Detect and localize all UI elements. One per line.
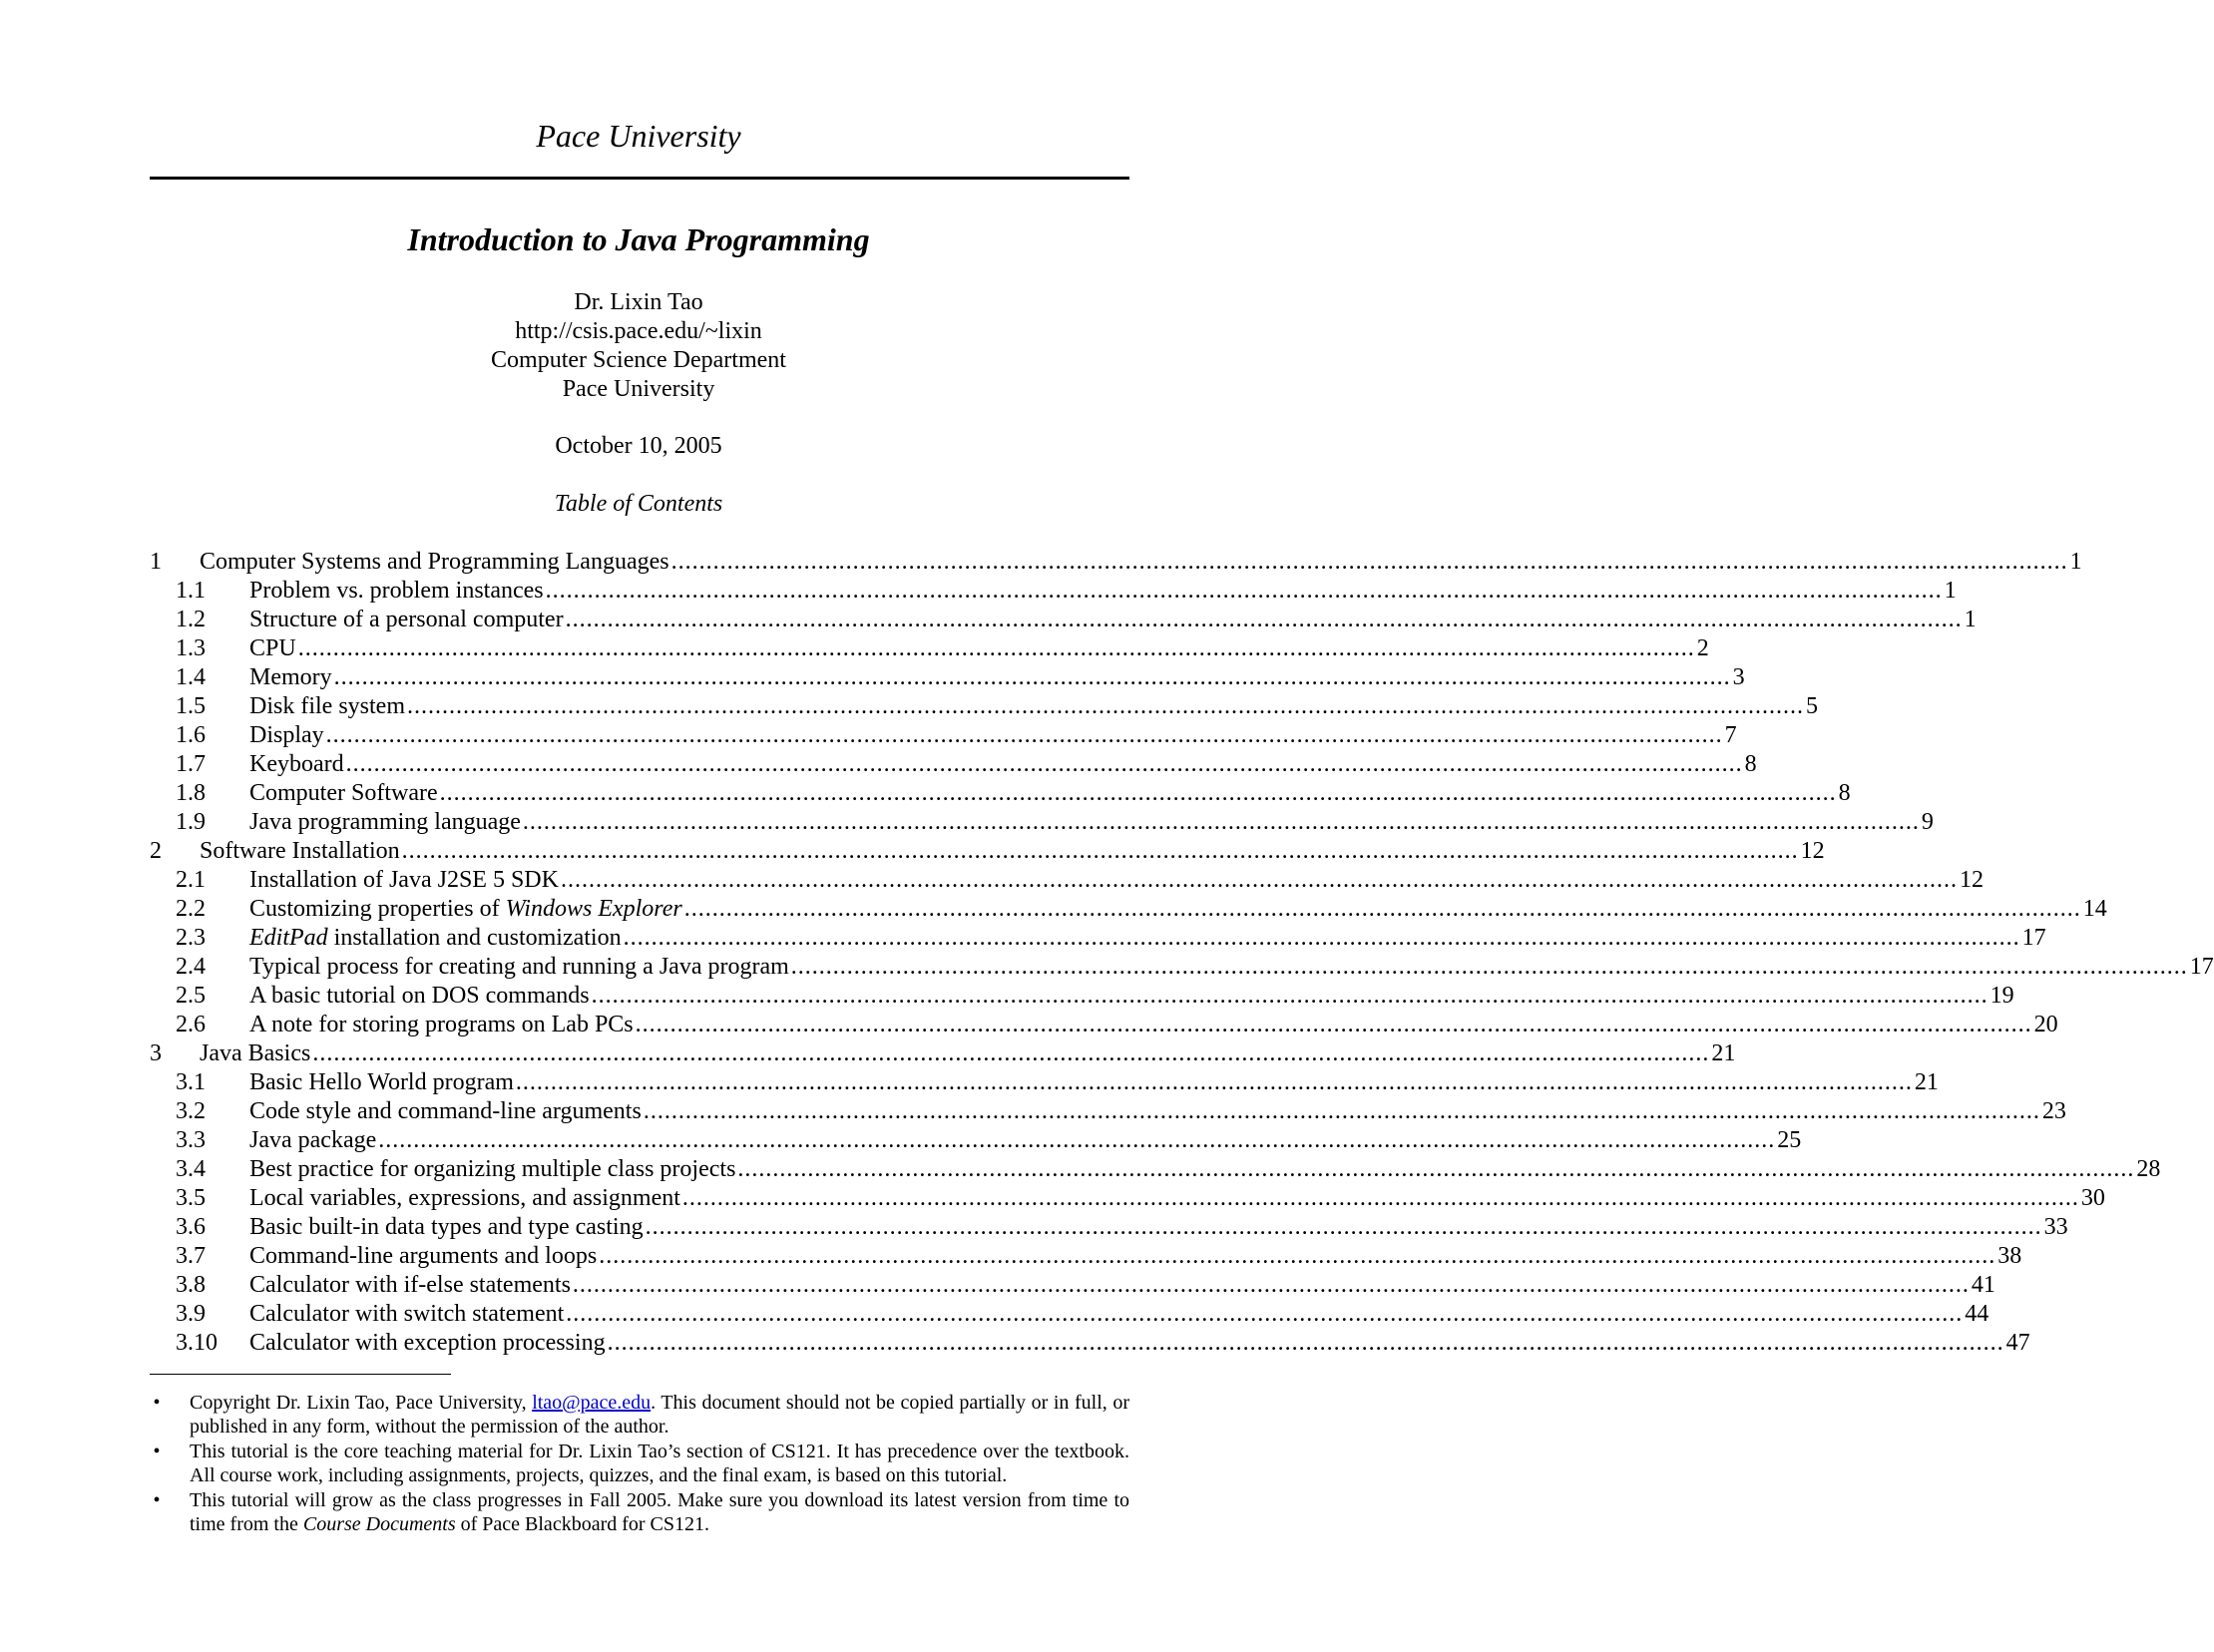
toc-entry-number: 3.6 [176,1214,206,1240]
toc-entry-title-text: Calculator with switch statement [249,1301,565,1327]
toc-entry-page: 5 [1806,693,1818,719]
toc-entry-body [249,1329,2030,1358]
email-link[interactable]: ltao@pace.edu [532,1392,652,1414]
toc-entry-title [249,606,564,634]
toc-entry[interactable] [150,808,1934,837]
toc-entry-body [249,606,1977,634]
toc-entry-body [249,577,1957,606]
toc-dot-leader: ........................................................................................................................................................................................................ [522,809,1920,835]
toc-entry-title [249,634,296,663]
toc-entry-title-text: Problem vs. problem instances [249,578,544,604]
toc-dot-leader: ........................................................................................................................................................................................................ [560,867,1958,893]
toc-entry[interactable] [150,866,1984,895]
toc-entry-title-text: Customizing properties of [249,896,506,922]
toc-entry-title [249,577,544,606]
footnote-italic: Course Documents [302,1513,456,1535]
toc-entry-number: 3.5 [176,1185,206,1211]
toc-entry[interactable] [150,1039,1736,1068]
toc-entry-title [249,721,324,750]
toc-entry[interactable] [150,1126,1802,1155]
toc-entry-number: 2.6 [176,1012,206,1037]
toc-entry-body [249,779,1851,808]
footnote-rule [150,1374,451,1375]
toc-dot-leader: ........................................................................................................................................................................................................ [790,954,2188,980]
footnote-tutorial-grow [150,1488,1129,1536]
toc-entry-title-text: Java programming language [249,809,521,835]
toc-entry[interactable] [150,1068,1939,1097]
toc-dot-leader: ........................................................................................................................................................................................................ [635,1012,2032,1037]
toc-entry-body [249,1011,2058,1039]
toc-entry-page: 21 [1914,1069,1939,1095]
toc-entry-body [249,1184,2105,1213]
toc-entry-body [200,1039,1736,1068]
toc-dot-leader: ........................................................................................................................................................................................................ [297,635,1695,661]
toc-dot-leader: ........................................................................................................................................................................................................ [312,1040,1710,1066]
toc-entry[interactable] [150,1213,2068,1242]
toc-entry-page: 1 [2069,549,2082,575]
toc-entry-body [249,953,2214,982]
toc-dot-leader: ........................................................................................................................................................................................................ [378,1127,1776,1153]
toc-entry-body [249,1300,1990,1329]
toc-entry[interactable] [150,779,1851,808]
toc-entry-title-text: Keyboard [249,751,344,777]
toc-entry-body [249,1126,1802,1155]
toc-entry-title [249,1213,644,1242]
toc-entry-title [249,692,405,721]
toc-entry-page: 17 [2021,925,2046,951]
table-of-contents [150,548,2214,1358]
footnote-text: Copyright Dr. Lixin Tao, Pace University, [190,1392,533,1414]
toc-entry-body [249,866,1984,895]
footnote-tutorial-core [150,1440,1129,1487]
toc-entry-number: 2.5 [176,983,206,1009]
running-header: Pace University [536,118,741,154]
toc-entry-title [249,750,344,779]
toc-entry-page: 33 [2043,1214,2068,1240]
toc-entry-title-text: Installation of Java J2SE 5 SDK [249,867,559,893]
toc-entry-body [249,692,1818,721]
toc-entry-title [249,808,521,837]
toc-entry-title [249,953,789,982]
toc-entry-title-text: Software Installation [200,838,400,864]
toc-entry-number: 1.2 [176,607,206,632]
toc-entry[interactable] [150,721,1737,750]
toc-entry[interactable] [150,1097,2066,1126]
toc-entry-body [249,982,2014,1011]
toc-dot-leader: ........................................................................................................................................................................................................ [345,751,1743,777]
toc-entry-number: 3.2 [176,1098,206,1124]
toc-entry-title-text: Memory [249,664,332,690]
toc-entry-body [200,548,2082,577]
toc-entry-number: 1.9 [176,809,206,835]
toc-entry-title-text: Structure of a personal computer [249,607,564,632]
toc-entry-title-text: Computer Systems and Programming Languages [200,549,669,575]
toc-entry-title-italic: EditPad [249,925,328,951]
toc-entry-body [249,1155,2161,1184]
toc-entry-number: 1.5 [176,693,206,719]
toc-dot-leader: ........................................................................................................................................................................................................ [545,578,1943,604]
toc-entry[interactable] [150,953,2214,982]
toc-entry-page: 2 [1696,635,1709,661]
toc-entry-title-text: Command-line arguments and loops [249,1243,598,1269]
toc-entry-title-text: Code style and command-line arguments [249,1098,642,1124]
toc-entry-number: 2 [150,838,162,864]
toc-entry-page: 30 [2080,1185,2105,1211]
toc-entry[interactable] [150,982,2014,1011]
toc-entry-title [249,1329,606,1358]
toc-entry[interactable] [150,895,2107,924]
toc-entry-title [249,895,682,924]
toc-entry-body [249,1097,2066,1126]
toc-entry-title [249,1097,642,1126]
footnote-text: of Pace Blackboard for CS121. [455,1513,710,1535]
toc-entry-title [249,1011,634,1039]
toc-heading: Table of Contents [554,491,723,517]
toc-entry-number: 1.7 [176,751,206,777]
toc-entry-number: 2.3 [176,925,206,951]
toc-dot-leader: ........................................................................................................................................................................................................ [599,1243,1996,1269]
toc-dot-leader: ........................................................................................................................................................................................................ [670,549,2068,575]
toc-entry-title-text: Computer Software [249,780,438,806]
document-date: October 10, 2005 [555,433,722,459]
bullet-icon: • [153,1489,161,1511]
toc-entry-title-text: Java Basics [200,1040,311,1066]
toc-entry-title [249,1271,571,1300]
toc-entry-page: 17 [2189,954,2214,980]
toc-entry-title [249,924,622,953]
toc-entry-title-text: Typical process for creating and running a Java program [249,954,789,980]
toc-entry-page: 12 [1800,838,1825,864]
toc-entry-page: 8 [1744,751,1757,777]
toc-entry-number: 3.8 [176,1272,206,1298]
footnotes [150,1391,1129,1537]
toc-entry-page: 47 [2005,1330,2030,1356]
header-rule [150,177,1129,180]
toc-entry[interactable] [150,837,1825,866]
toc-entry-body [249,1068,1939,1097]
toc-entry-number: 3.3 [176,1127,206,1153]
toc-entry-body [249,1271,1995,1300]
toc-entry-body [249,634,1709,663]
toc-entry[interactable] [150,750,1757,779]
toc-entry-title [249,1300,564,1329]
toc-dot-leader: ........................................................................................................................................................................................................ [407,693,1804,719]
bullet-icon: • [153,1392,161,1414]
toc-entry[interactable] [150,1329,2030,1358]
toc-entry-page: 3 [1732,664,1745,690]
toc-entry-body [249,721,1737,750]
toc-entry-number: 3.9 [176,1301,206,1327]
toc-entry[interactable] [150,577,1957,606]
toc-entry-number: 3 [150,1040,162,1066]
toc-entry-title-text: Calculator with if-else statements [249,1272,571,1298]
toc-entry-body [249,924,2046,953]
document-title: Introduction to Java Programming [407,221,870,257]
toc-dot-leader: ........................................................................................................................................................................................................ [515,1069,1913,1095]
toc-dot-leader: ........................................................................................................................................................................................................ [683,896,2081,922]
toc-entry-number: 1.3 [176,635,206,661]
toc-entry-page: 7 [1724,722,1737,748]
toc-entry[interactable] [150,692,1818,721]
toc-entry-page: 28 [2136,1156,2161,1182]
toc-entry-body [200,837,1825,866]
toc-entry-title-text: CPU [249,635,296,661]
toc-entry-body [249,895,2107,924]
toc-entry-page: 8 [1838,780,1851,806]
toc-entry-title [249,866,559,895]
toc-entry[interactable] [150,924,2046,953]
toc-entry-number: 3.4 [176,1156,206,1182]
toc-entry[interactable] [150,1271,1995,1300]
toc-entry-page: 23 [2041,1098,2066,1124]
toc-entry[interactable] [150,548,2082,577]
toc-entry-title [249,1155,735,1184]
toc-entry-number: 3.10 [176,1330,218,1356]
toc-entry[interactable] [150,1011,2058,1039]
toc-dot-leader: ........................................................................................................................................................................................................ [623,925,2020,951]
footnote-text: . This document should not be copied partially or in full, or published in any form, without the permission of the author. [190,1392,1129,1438]
toc-entry-page: 12 [1959,867,1984,893]
toc-entry-body [249,750,1757,779]
toc-entry[interactable] [150,663,1745,692]
toc-entry-page: 25 [1777,1127,1802,1153]
footnote-text: This tutorial is the core teaching material for Dr. Lixin Tao’s section of CS121. It has precedence over the textbook. All course work, including assignments, projects, quizzes, and the final exam, is based on this tutorial. [190,1441,1129,1486]
toc-entry-title-text: A basic tutorial on DOS commands [249,983,590,1009]
toc-entry-number: 2.2 [176,896,206,922]
toc-entry-title [200,837,400,866]
toc-entry[interactable] [150,1184,2105,1213]
toc-entry-page: 38 [1997,1243,2022,1269]
toc-entry-page: 1 [1944,578,1957,604]
toc-entry-title [200,1039,310,1068]
toc-entry-title-text: Basic built-in data types and type casting [249,1214,644,1240]
toc-entry-page: 20 [2033,1012,2058,1037]
toc-entry-title [200,548,669,577]
toc-entry-title [249,1184,680,1213]
toc-dot-leader: ........................................................................................................................................................................................................ [591,983,1989,1009]
author-name: Dr. Lixin Tao [574,289,703,315]
toc-entry[interactable] [150,1155,2161,1184]
toc-dot-leader: ........................................................................................................................................................................................................ [566,1301,1964,1327]
toc-dot-leader: ........................................................................................................................................................................................................ [643,1098,2040,1124]
footnote-copyright [150,1391,1129,1439]
toc-dot-leader: ........................................................................................................................................................................................................ [607,1330,2004,1356]
toc-entry-number: 1.1 [176,578,206,604]
toc-entry-title-text: installation and customization [327,925,622,951]
toc-entry-title-italic: Windows Explorer [505,896,682,922]
toc-dot-leader: ........................................................................................................................................................................................................ [572,1272,1970,1298]
toc-dot-leader: ........................................................................................................................................................................................................ [333,664,1731,690]
toc-entry-number: 3.7 [176,1243,206,1269]
toc-entry[interactable] [150,1300,1990,1329]
toc-entry-number: 1.6 [176,722,206,748]
toc-dot-leader: ........................................................................................................................................................................................................ [439,780,1837,806]
toc-entry-page: 44 [1965,1301,1990,1327]
toc-entry-title-text: Basic Hello World program [249,1069,514,1095]
toc-entry-title-text: Display [249,722,324,748]
author-department: Computer Science Department [491,347,786,373]
toc-entry-title-text: Java package [249,1127,377,1153]
toc-entry-title [249,1242,597,1271]
toc-entry-page: 21 [1711,1040,1736,1066]
toc-entry-page: 41 [1971,1272,1995,1298]
toc-entry-title-text: Local variables, expressions, and assignment [249,1185,680,1211]
toc-entry-number: 2.4 [176,954,206,980]
toc-dot-leader: ........................................................................................................................................................................................................ [325,722,1723,748]
toc-entry-page: 19 [1990,983,2014,1009]
toc-entry-title-text: Best practice for organizing multiple class projects [249,1156,736,1182]
toc-entry-page: 9 [1921,809,1934,835]
toc-entry-number: 1 [150,549,162,575]
toc-entry-body [249,808,1934,837]
toc-entry-body [249,663,1745,692]
toc-entry-page: 1 [1964,607,1977,632]
toc-dot-leader: ........................................................................................................................................................................................................ [737,1156,2135,1182]
toc-dot-leader: ........................................................................................................................................................................................................ [565,607,1963,632]
toc-entry-page: 14 [2082,896,2107,922]
toc-entry-number: 3.1 [176,1069,206,1095]
toc-dot-leader: ........................................................................................................................................................................................................ [401,838,1799,864]
toc-dot-leader: ........................................................................................................................................................................................................ [681,1185,2079,1211]
toc-entry[interactable] [150,606,1977,634]
toc-entry-title [249,779,438,808]
toc-entry-number: 2.1 [176,867,206,893]
toc-entry-number: 1.4 [176,664,206,690]
toc-entry-number: 1.8 [176,780,206,806]
toc-entry-title-text: Disk file system [249,693,405,719]
toc-entry-title [249,663,332,692]
toc-entry[interactable] [150,1242,2022,1271]
author-university: Pace University [562,376,715,402]
author-block [0,288,1277,404]
footnote-text: This tutorial will grow as the class progresses in Fall 2005. Make sure you download its latest version from time to time from the [190,1489,1129,1535]
toc-dot-leader: ........................................................................................................................................................................................................ [645,1214,2042,1240]
toc-entry-body [249,1213,2068,1242]
toc-entry-title-text: A note for storing programs on Lab PCs [249,1012,634,1037]
toc-entry[interactable] [150,634,1709,663]
author-url[interactable]: http://csis.pace.edu/~lixin [515,318,762,344]
toc-entry-title-text: Calculator with exception processing [249,1330,606,1356]
toc-entry-body [249,1242,2022,1271]
toc-entry-title [249,1126,376,1155]
toc-entry-title [249,1068,514,1097]
bullet-icon: • [153,1441,161,1462]
toc-entry-title [249,982,590,1011]
